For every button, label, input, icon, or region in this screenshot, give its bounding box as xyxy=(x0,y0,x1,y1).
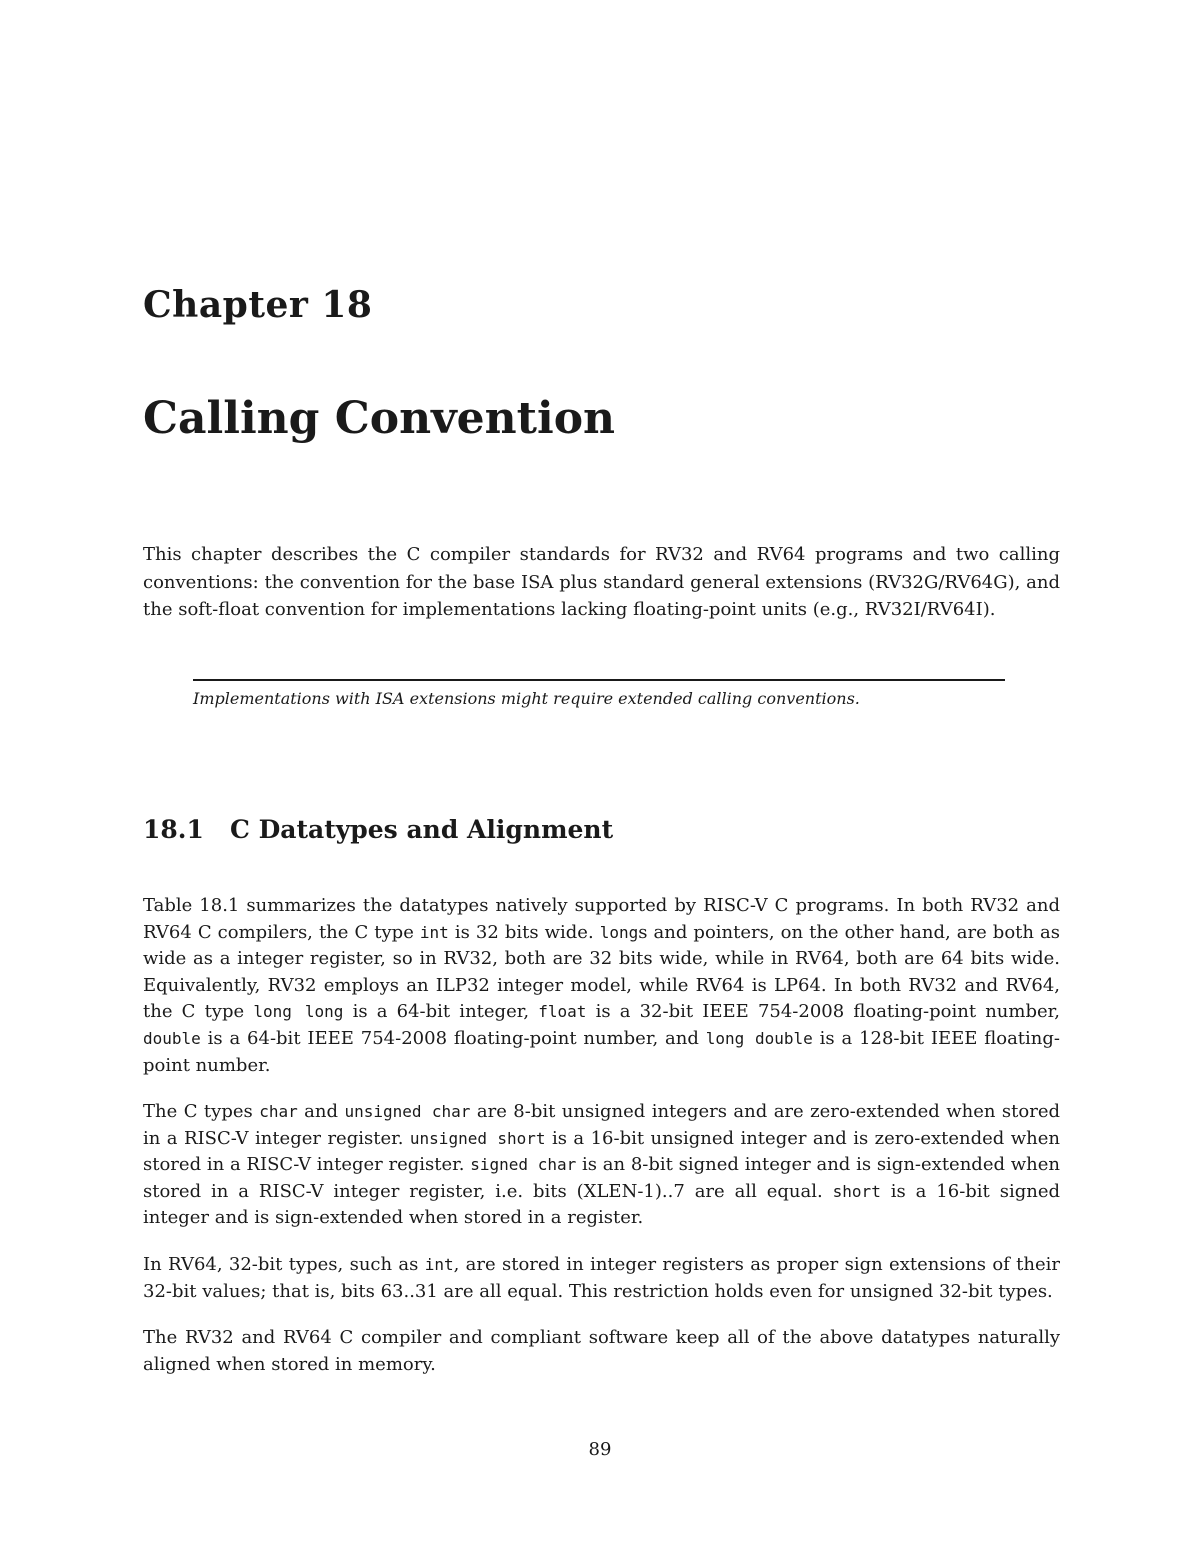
text-run: and xyxy=(297,1101,345,1122)
chapter-title: Calling Convention xyxy=(143,393,616,444)
paragraph-char-types xyxy=(143,1099,1060,1232)
page-number: 89 xyxy=(588,1439,612,1460)
section-heading xyxy=(143,815,613,844)
text-run: is an 8-bit signed integer and is sign-extended when stored in a RISC-V integer register, i.e. bits (XLEN-1)..7 are all equal. xyxy=(143,1154,1060,1202)
text-run: , are stored in integer registers as proper sign extensions of their 32-bit values; that is, bits 63..31 are all equal. This restriction holds even for unsigned 32-bit types. xyxy=(143,1254,1060,1302)
code-term: long xyxy=(599,922,639,942)
text-run: is a 16-bit signed integer and is sign-extended when stored in a register. xyxy=(143,1180,1060,1229)
text-run: s and pointers, on the other hand, are both as wide as a integer register, so in RV32, both are 32 bits wide, while in RV64, both are 64 bits wide. Equivalently, RV32 employs an ILP32 integer model, while RV64 is LP64. In both RV32 and RV64, the C type xyxy=(143,921,1061,1023)
section-title: C Datatypes and Alignment xyxy=(230,815,614,844)
code-term: char xyxy=(259,1102,298,1121)
code-term: float xyxy=(538,1002,587,1022)
text-run: In RV64, 32-bit types, such as xyxy=(143,1254,425,1275)
code-term: double xyxy=(143,1028,201,1048)
remark-note: Implementations with ISA extensions might require extended calling conventions. xyxy=(193,689,860,708)
text-run: are 8-bit unsigned integers and are zero-extended when stored in a RISC-V integer register. xyxy=(143,1101,1060,1149)
paragraph-rv64-sign-extension xyxy=(143,1252,1060,1305)
text-run: is a 32-bit IEEE 754-2008 floating-point number, xyxy=(586,1001,1060,1023)
code-term: long long xyxy=(253,1002,344,1022)
code-term: unsigned char xyxy=(344,1102,471,1121)
section-number: 18.1 xyxy=(143,815,204,844)
paragraph-alignment: The RV32 and RV64 C compiler and compliant software keep all of the above datatypes naturally aligned when stored in memory. xyxy=(143,1327,1060,1375)
code-term: short xyxy=(832,1181,881,1201)
paragraph-datatypes xyxy=(143,893,1060,1079)
text-run: is 32 bits wide. xyxy=(448,921,600,943)
text-run: is a 64-bit IEEE 754-2008 floating-point number, and xyxy=(200,1027,706,1049)
text-run: is a 16-bit unsigned integer and is zero-extended when stored in a RISC-V integer register. xyxy=(143,1127,1061,1176)
code-term: int xyxy=(419,922,449,942)
code-term: unsigned short xyxy=(409,1128,546,1148)
text-run: is a 128-bit IEEE floating-point number. xyxy=(143,1027,1060,1076)
code-term: long double xyxy=(705,1028,813,1048)
text-run: Table 18.1 summarizes the datatypes natively supported by RISC-V C programs. In both RV32 and RV64 C compilers, the C type xyxy=(143,895,1060,943)
chapter-label: Chapter 18 xyxy=(143,284,373,326)
remark-divider xyxy=(193,679,1005,681)
intro-paragraph: This chapter describes the C compiler standards for RV32 and RV64 programs and two calling conventions: the convention for the base ISA plus standard general extensions (RV32G/RV64G), and the soft-float convention for implementations lacking floating-point units (e.g., RV32I/RV64I). xyxy=(143,544,1060,620)
code-term: signed char xyxy=(470,1155,577,1175)
text-run: is a 64-bit integer, xyxy=(343,1001,539,1023)
text-run: The C types xyxy=(143,1101,260,1122)
code-term: int xyxy=(424,1255,454,1274)
